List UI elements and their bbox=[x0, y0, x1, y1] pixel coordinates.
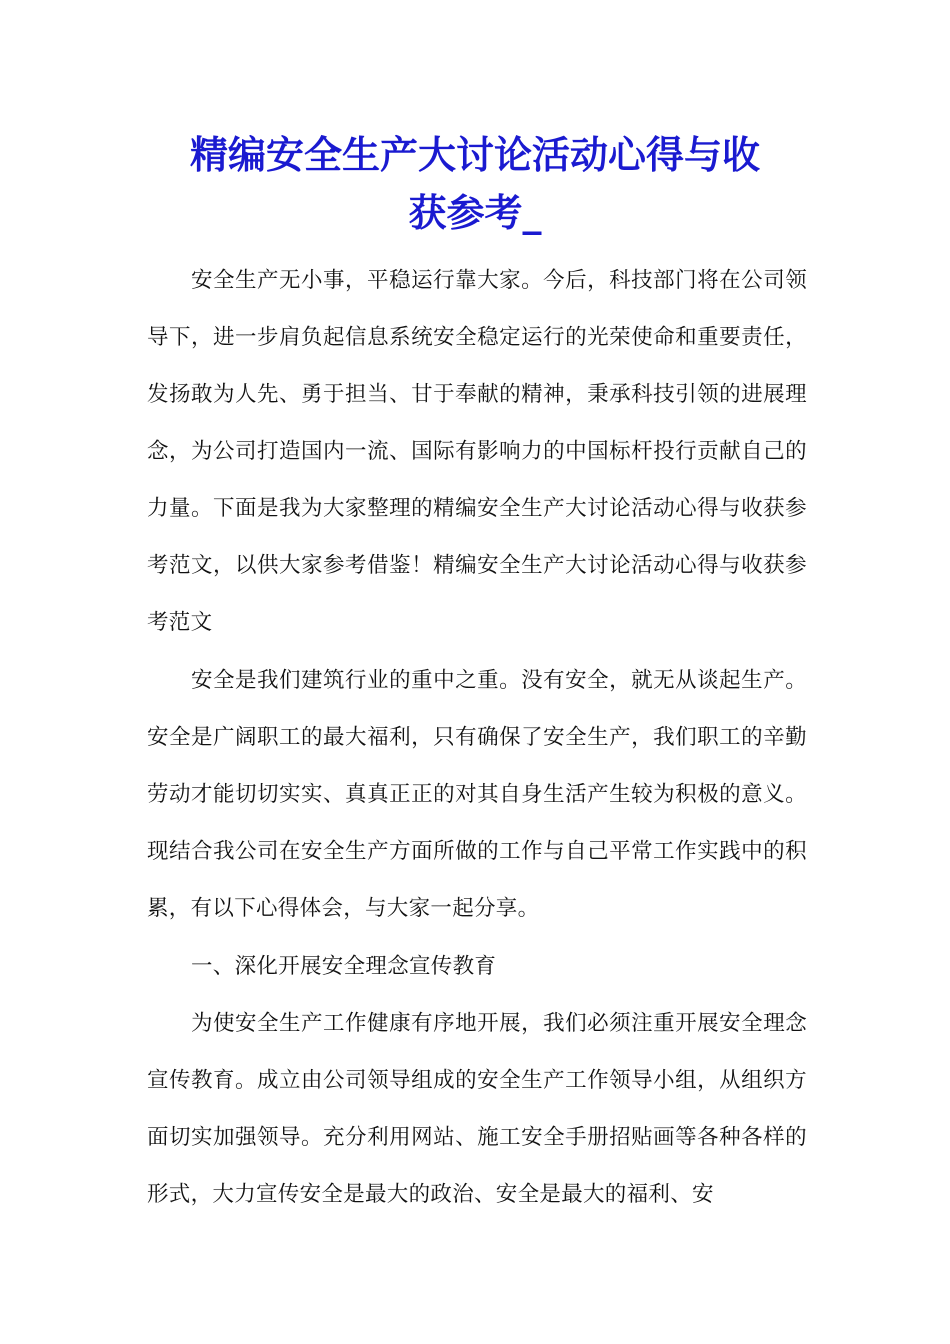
paragraph-section-1-body: 为使安全生产工作健康有序地开展，我们必须注重开展安全理念宣传教育。成立由公司领导组成的安全生产工作领导小组，从组织方面切实加强领导。充分利用网站、施工安全手册招贴画等各种各样的形式，大力宣传安全是最大的政治、安全是最大的福利、安 bbox=[147, 1011, 807, 1207]
paragraph-intro: 安全生产无小事，平稳运行靠大家。今后，科技部门将在公司领导下，进一步肩负起信息系统安全稳定运行的光荣使命和重要责任，发扬敢为人先、勇于担当、甘于奉献的精神，秉承科技引领的进展理念，为公司打造国内一流、国际有影响力的中国标杆投行贡献自己的力量。下面是我为大家整理的精编安全生产大讨论活动心得与收获参考范文，以供大家参考借鉴！精编安全生产大讨论活动心得与收获参考范文 bbox=[147, 268, 807, 635]
section-heading-1: 一、深化开展安全理念宣传教育 bbox=[191, 954, 497, 979]
document-title-line-2: 获参考_ bbox=[408, 190, 542, 235]
paragraph-safety-importance: 安全是我们建筑行业的重中之重。没有安全，就无从谈起生产。安全是广阔职工的最大福利，只有确保了安全生产，我们职工的辛勤劳动才能切切实实、真真正正的对其自身生活产生较为积极的意义。现结合我公司在安全生产方面所做的工作与自己平常工作实践中的积累，有以下心得体会，与大家一起分享。 bbox=[147, 668, 807, 921]
document-title-line-1: 精编安全生产大讨论活动心得与收 bbox=[189, 132, 760, 177]
